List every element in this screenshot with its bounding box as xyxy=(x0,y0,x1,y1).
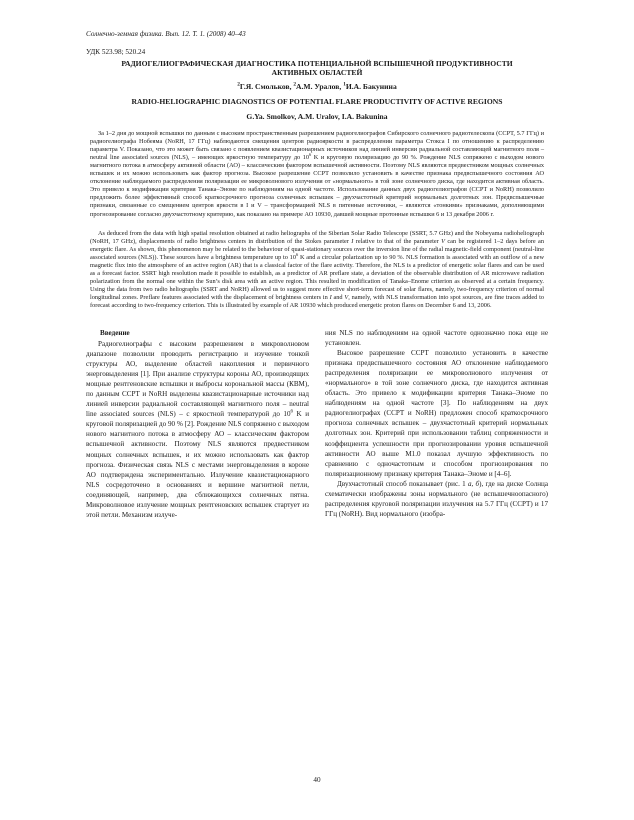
paragraph: ния NLS по наблюдениям на одной частоте однозначно пока еще не установлен. xyxy=(325,329,548,348)
abstract-english: As deduced from the data with high spatial resolution obtained at radio heliographs of the Siberian Solar Radio Telescope (SSRT, 5.7 GHz) and the Nobeyama radioheliograph (NoRH, 17 GHz), displacements of radio brightness centers in distribution of the Stokes parameter I relative to that of the parameter V can be registered 1–2 days before an energetic flare. As shown, this phenomenon may be related to the behaviour of quasi-stationary sources over the inversion line of the radial magnetic-field component (neutral-line associated sources (NLS)). These sources have a brightness temperature up to $10^6$ K and a circular polarization up to 90 %. NLS formation is associated with an outflow of a new magnetic flux into the atmosphere of an active region (AR) that is a classical factor of the flare activity. Therefore, the NLS is a predictor of energetic solar flares and can be used as a forecast factor. SSRT high resolution made it possible to establish, as a predictor of AR preflare state, a deviation of the observable distribution of AR microwave radiation polarization from the normal one within the Sun’s disk area with an active region. This resulted in modification of Tanaka–Enome criterion as observed at a certain frequency. Using the data from two radio heliographs (SSRT and NoRH) allowed us to suggest more effective short-term forecast of solar flares, namely, two-frequency criterion of normal longitudinal zones. Preflare features associated with the displacement of brightness centers in I and V, namely, with NLS transformation into spot sources, are fine traces added to forecast according to two-frequency criterion. This is illustrated by example of AR 10930 which produced energetic proton flares on December 6 and 13, 2006. xyxy=(90,229,545,309)
author: А.М. Уралов, xyxy=(296,81,344,91)
paragraph: Двухчастотный способ показывает (рис. 1 а, б), где на диске Солнца схематически изображены зоны нормального (не вспышечноопасного) распределения круговой поляризации излучения на 5.7 ГГц (ССРТ) и 17 ГГц (NoRH). Вид нормального (изобра- xyxy=(325,479,548,518)
abstract-russian: За 1–2 дня до мощной вспышки по данным с высоким пространственным разрешением радиогелиографов Сибирского солнечного радиотелескопа (ССРТ, 5.7 ГГц) и радиогелиографа Нобеяма (NoRH, 17 ГГц) наблюдаются смещения центров радиояркости в распределении параметра Стокса I по отношению к распределению параметра V. Показано, что это может быть связано с появлением квазистационарных источников над линией инверсии радиальной составляющей магнитного поля – neutral line associated sources (NLS), – имеющих яркостную температуру до $10^6$ K и круговую поляризацию до 90 %. Рождение NLS сопряжено с выходом нового магнитного потока в атмосферу активной области (АО) – классическим фактором вспышечной активности. Поэтому NLS являются предвестником мощных солнечных вспышек и их можно использовать как фактор прогноза. Высокое разрешение ССРТ позволило установить в качестве признака предвспышечного состояния АО отклонение наблюдаемого распределения поляризации ее микроволнового излучения от «нормального» в той зоне солнечного диска, где находится активная область. Это привело к модификации критерия Танака–Эноме по наблюдениям на одной частоте. Использование данных двух радиогелиографов (ССРТ и NoRH) позволило предложить более эффективный способ краткосрочного прогноза солнечных вспышек – двухчастотный критерий нормальных долготных зон. Предвспышечные признаки, связанные со смещением центров яркости в I и V – трансформацией NLS в пятенные источники, – являются «тонкими» признаками, дополняющими прогнозирование согласно двухчастотному критерию, как показано на примере АО 10930, давшей мощные протонные вспышки 6 и 13 декабря 2006 г. xyxy=(90,130,544,218)
affiliation-mark: 1 xyxy=(343,81,346,88)
title-english: RADIO-HELIOGRAPHIC DIAGNOSTICS OF POTENTIAL FLARE PRODUCTIVITY OF ACTIVE REGIONS xyxy=(131,97,503,107)
author: Г.Я. Смольков, xyxy=(239,81,294,91)
right-column xyxy=(325,328,548,520)
affiliation-mark: 2 xyxy=(293,81,297,88)
udk-code: УДК 523.98; 520.24 xyxy=(86,48,146,56)
author: И.А. Бакунина xyxy=(345,81,397,91)
affiliation-mark: 2 xyxy=(237,81,240,88)
paragraph: Радиогелиографы с высоким разрешением в микроволновом диапазоне позволили проводить регистрацию и изучение тонкой структуры АО, выделение областей накопления и первичного энерговыделения [1]. При анализе структуры короны АО, производящих мощные рентгеновские вспышки и выбросы корональной массы (КВМ), по данным ССРТ и NoRH выделены квазистационарные источники над линией инверсии радиальной составляющей магнитного поля – neutral line associated sources (NLS) – с яркостной температурой до $10^6$ K и круговой поляризацией до 90 % [2]. Рождение NLS сопряжено с выходом нового магнитного потока в атмосферу АО – классическим фактором вспышечной активности. Поэтому NLS являются предвестником мощных солнечных вспышек, и их можно использовать как фактор прогноза. Физическая связь NLS с местами энерговыделения в короне АО подтверждена экспериментально. Излучение квазистационарного NLS сосредоточено в основаниях и вершине магнитной петли, соединяющей, например, два сближающихся солнечных пятна. Микроволновое излучение мощных рентгеновских вспышек стартует из этой петли. Механизм излуче- xyxy=(86,340,309,519)
page-number: 40 xyxy=(313,776,321,784)
page xyxy=(86,30,548,520)
section-heading-introduction: Введение xyxy=(100,329,130,338)
authors-english: G.Ya. Smolkov, A.M. Uralov, I.A. Bakunina xyxy=(246,111,388,121)
body-columns xyxy=(86,328,548,520)
paragraph: Высокое разрешение ССРТ позволило установить в качестве признака предвспышечного состояния АО отклонение наблюдаемого распределения поляризации ее микроволнового излучения от «нормального» в той зоне солнечного диска, где находится активная область. Это привело к модификации критерия Танака–Эноме по наблюдениям на одной частоте [3]. По наблюдениям на двух радиогелиографах (ССРТ и NoRH) предложен способ краткосрочного прогноза солнечных вспышек – двухчастотный критерий нормальных долготных зон. Критерий при использовании таблиц сопряженности и коэффициента успешности при прогнозировании уровня вспышечной активности АО выше M1.0 показал лучшую эффективность по сравнению с одночастотным и способом прогнозирования по поляризационному признаку критерия Танака–Эноме и [4–6]. xyxy=(325,349,548,478)
title-russian: РАДИОГЕЛИОГРАФИЧЕСКАЯ ДИАГНОСТИКА ПОТЕНЦИАЛЬНОЙ ВСПЫШЕЧНОЙ ПРОДУКТИВНОСТИ АКТИВНЫХ ОБЛАСТЕЙ xyxy=(121,59,513,78)
left-column xyxy=(86,328,309,520)
authors-russian xyxy=(86,82,548,91)
journal-header: Солнечно-земная физика. Вып. 12. Т. 1. (2008) 40–43 xyxy=(86,30,246,38)
